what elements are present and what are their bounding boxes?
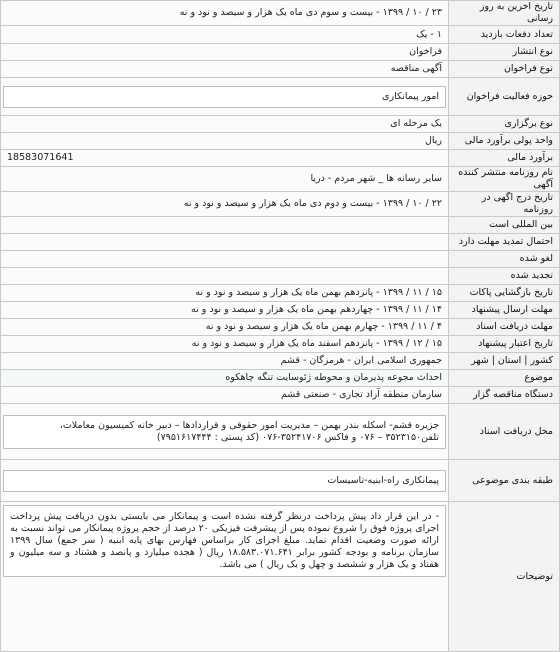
label-call-type: نوع فراخوان	[449, 61, 560, 78]
label-docs-place: محل دریافت اسناد	[449, 404, 560, 460]
row-estimate	[1, 150, 560, 167]
value-pub-type: فراخوان	[1, 44, 449, 61]
label-location: کشور | استان | شهر	[449, 353, 560, 370]
label-agency: دستگاه مناقصه گزار	[449, 387, 560, 404]
row-pub-type	[1, 44, 560, 61]
label-category: طبقه بندی موضوعی	[449, 460, 560, 502]
row-newspaper	[1, 167, 560, 192]
value-docs-place: جزیره قشم- اسکله بندر بهمن – مدیریت امور حقوقی و قراردادها – دبیر خانه کمیسیون معاملات، تلفن۳۵۲۳۱۵۰ – ۰۷۶ و فاکس ۳۵۲۴۱۷۰۶-۰۷۶ (کد پستی : ۷۹۵۱۶۱۷۴۴۴)	[3, 415, 446, 449]
row-agency	[1, 387, 560, 404]
label-opening: تاریخ بازگشایی پاکات	[449, 285, 560, 302]
row-intl	[1, 217, 560, 234]
label-submit: مهلت ارسال پیشنهاد	[449, 302, 560, 319]
value-activity: امور پیمانکاری	[3, 86, 446, 108]
row-holding	[1, 116, 560, 133]
row-visits	[1, 26, 560, 44]
row-currency	[1, 133, 560, 150]
value-submit: ۱۴ / ۱۱ / ۱۳۹۹ - چهاردهم بهمن ماه یک هزار و سیصد و نود و نه	[1, 302, 449, 319]
label-holding: نوع برگزاری	[449, 116, 560, 133]
value-last-update: ۲۳ / ۱۰ / ۱۳۹۹ - بیست و سوم دی ماه یک هزار و سیصد و نود و نه	[1, 1, 449, 26]
row-notes	[1, 502, 560, 652]
value-subject: احداث مجوعه پذیرمان و محوطه ژئوسایت تنگه چاهکوه	[1, 370, 449, 387]
label-visits: تعداد دفعات بازدید	[449, 26, 560, 44]
row-news-date	[1, 192, 560, 217]
value-validity: ۱۵ / ۱۲ / ۱۳۹۹ - پانزدهم اسفند ماه یک هزار و سیصد و نود و نه	[1, 336, 449, 353]
label-notes: توضیحات	[449, 502, 560, 652]
row-docs-place	[1, 404, 560, 460]
value-holding: یک مرحله ای	[1, 116, 449, 133]
value-news-date: ۲۲ / ۱۰ / ۱۳۹۹ - بیست و دوم دی ماه یک هزار و سیصد و نود و نه	[1, 192, 449, 217]
row-docs-deadline	[1, 319, 560, 336]
row-call-type	[1, 61, 560, 78]
label-pub-type: نوع انتشار	[449, 44, 560, 61]
value-location: جمهوری اسلامی ایران - هرمزگان - قشم	[1, 353, 449, 370]
label-intl: بین المللی است	[449, 217, 560, 234]
label-news-date: تاریخ درج آگهی در روزنامه	[449, 192, 560, 217]
value-visits: ۱ - یک	[1, 26, 449, 44]
value-call-type: آگهی مناقصه	[1, 61, 449, 78]
label-docs-deadline: مهلت دریافت اسناد	[449, 319, 560, 336]
value-agency: سازمان منطقه آزاد تجاری - صنعتی قشم	[1, 387, 449, 404]
label-cancelled: لغو شده	[449, 251, 560, 268]
row-validity	[1, 336, 560, 353]
value-extension	[1, 234, 449, 251]
row-submit	[1, 302, 560, 319]
value-cancelled	[1, 251, 449, 268]
row-category	[1, 460, 560, 502]
value-renewed	[1, 268, 449, 285]
row-extension	[1, 234, 560, 251]
row-renewed	[1, 268, 560, 285]
label-renewed: تجدید شده	[449, 268, 560, 285]
label-newspaper: نام روزنامه منتشر کننده آگهی	[449, 167, 560, 192]
row-last-update	[1, 1, 560, 26]
row-location	[1, 353, 560, 370]
value-newspaper: سایر رسانه ها _ شهر مردم - دریا	[1, 167, 449, 192]
label-extension: احتمال تمدید مهلت دارد	[449, 234, 560, 251]
row-subject	[1, 370, 560, 387]
value-category: پیمانکاری راه-ابنیه-تاسیسات	[3, 470, 446, 492]
row-cancelled	[1, 251, 560, 268]
label-estimate: برآورد مالی	[449, 150, 560, 167]
row-activity	[1, 78, 560, 116]
label-validity: تاریخ اعتبار پیشنهاد	[449, 336, 560, 353]
value-intl	[1, 217, 449, 234]
label-currency: واحد پولی برآورد مالی	[449, 133, 560, 150]
value-currency: ریال	[1, 133, 449, 150]
value-opening: ۱۵ / ۱۱ / ۱۳۹۹ - پانزدهم بهمن ماه یک هزار و سیصد و نود و نه	[1, 285, 449, 302]
row-opening	[1, 285, 560, 302]
value-notes: - در این قرار داد پیش پرداخت درنظر گرفته نشده است و پیمانکار می بایستی بدون دریافت پیش پرداخت اجرای پروژه فوق را شروع نموده پس از پیشرفت فیزیکی ۲۰ درصد از حجم پروژه پیمانکار می تواند نسبت به ارائه صورت وضعیت اقدام نماید. مبلغ اجرای کار براساس فهارس بهای پایه ابنیه ( سر جمع) سال ۱۳۹۹ سازمان برنامه و بودجه کشور برابر ۱۸.۵۸۳.۰۷۱.۶۴۱ ریال ( هجده میلیارد و پانصد و هشتاد و سه میلیون و هفتاد و یک هزار و ششصد و چهل و یک ریال ) می باشد.	[3, 505, 446, 577]
value-estimate: 18583071641	[7, 152, 74, 163]
value-docs-deadline: ۴ / ۱۱ / ۱۳۹۹ - چهارم بهمن ماه یک هزار و سیصد و نود و نه	[1, 319, 449, 336]
label-activity: حوزه فعالیت فراخوان	[449, 78, 560, 116]
label-subject: موضوع	[449, 370, 560, 387]
label-last-update: تاریخ آخرین به روز رسانی	[449, 1, 560, 26]
